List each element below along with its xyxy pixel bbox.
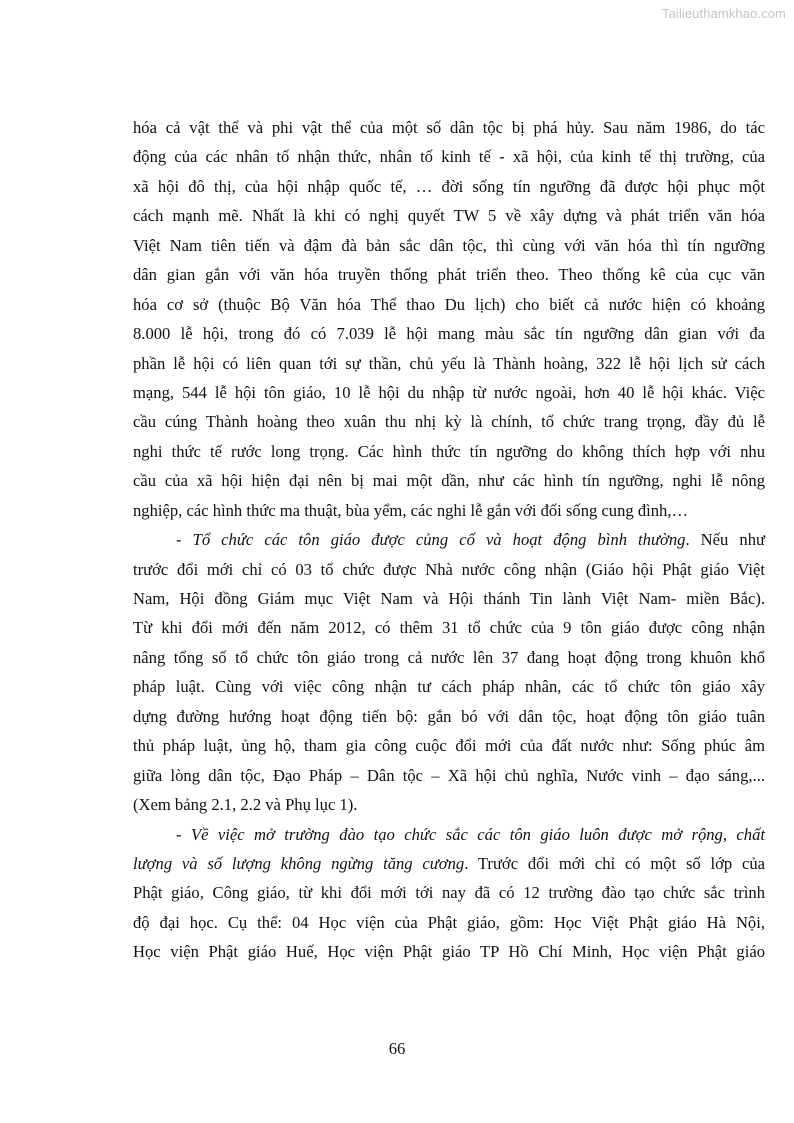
line-text: cách mạnh mẽ. Nhất là khi có nghị quyết TW 5 về xây dựng và phát triển văn hóa [133, 206, 765, 226]
text-line [133, 584, 765, 613]
line-text: dựng đường hướng hoạt động tiến bộ: gắn bó với dân tộc, hoạt động tôn giáo tuân [133, 706, 765, 726]
document-body [133, 113, 765, 967]
line-text: Từ khi đổi mới đến năm 2012, có thêm 31 tổ chức của 9 tôn giáo được công nhận [133, 618, 765, 638]
text-line [133, 407, 765, 436]
text-line [133, 937, 765, 966]
line-text: . Trước đổi mới chỉ có một số lớp của [464, 853, 765, 873]
line-text: giữa lòng dân tộc, Đạo Pháp – Dân tộc – Xã hội chủ nghĩa, Nước vinh – đạo sáng,... [133, 765, 765, 785]
line-text: (Xem bảng 2.1, 2.2 và Phụ lục 1). [133, 795, 358, 815]
section-heading-line [133, 820, 765, 849]
text-line [133, 643, 765, 672]
line-text: 8.000 lễ hội, trong đó có 7.039 lễ hội mang màu sắc tín ngưỡng dân gian với đa [133, 324, 765, 344]
text-line [133, 849, 765, 878]
line-text: độ đại học. Cụ thể: 04 Học viện của Phật giáo, gồm: Học Việt Phật giáo Hà Nội, [133, 912, 765, 932]
page-number: 66 [388, 1039, 406, 1058]
text-line [133, 378, 765, 407]
line-text: mạng, 544 lễ hội tôn giáo, 10 lễ hội du nhập từ nước ngoài, hơn 40 lễ hội khác. Việc [133, 382, 765, 402]
text-line [133, 555, 765, 584]
line-text: nghi thức tế rước long trọng. Các hình thức tín ngưỡng do không thích hợp với nhu [133, 441, 765, 461]
line-text: Nam, Hội đồng Giám mục Việt Nam và Hội thánh Tin lành Việt Nam- miền Bắc). [133, 589, 765, 608]
text-line [133, 790, 765, 819]
text-line [133, 142, 765, 171]
text-line [133, 761, 765, 790]
text-line [133, 260, 765, 289]
italic-heading: lượng và số lượng không ngừng tăng cương [133, 853, 465, 873]
line-text: thủ pháp luật, ủng hộ, tham gia công cuộc đổi mới của đất nước như: Sống phúc âm [133, 736, 765, 756]
watermark: Tailieuthamkhao.com [661, 6, 786, 21]
italic-heading: - Tổ chức các tôn giáo được củng cố và hoạt động bình thường [176, 530, 686, 550]
line-text: xã hội đô thị, của hội nhập quốc tế, … đời sống tín ngưỡng đã được hội phục một [133, 176, 765, 196]
line-text: Học viện Phật giáo Huế, Học viện Phật giáo TP Hồ Chí Minh, Học viện Phật giáo [133, 942, 765, 962]
text-line [133, 878, 765, 907]
line-text: pháp luật. Cùng với việc công nhận tư cách pháp nhân, các tổ chức tôn giáo xây [133, 677, 765, 697]
line-text: nghiệp, các hình thức ma thuật, bùa yểm, các nghi lễ gắn với đối sống cung đình,… [133, 500, 689, 520]
line-text: cầu của xã hội hiện đại nên bị mai một dần, như các hình tín ngưỡng, nghi lễ nông [133, 471, 765, 491]
text-line [133, 231, 765, 260]
text-line [133, 201, 765, 230]
text-line [133, 437, 765, 466]
text-line [133, 672, 765, 701]
line-text: Phật giáo, Công giáo, từ khi đổi mới tới nay đã có 12 trường đào tạo chức sắc trình [133, 883, 765, 903]
section-heading-line [133, 525, 765, 554]
text-line [133, 319, 765, 348]
text-line [133, 702, 765, 731]
text-line [133, 113, 765, 142]
italic-heading: - Về việc mở trường đào tạo chức sắc các tôn giáo luôn được mở rộng, chất [176, 824, 765, 844]
line-text: hóa cơ sở (thuộc Bộ Văn hóa Thể thao Du lịch) cho biết cả nước hiện có khoảng [133, 294, 765, 314]
line-text: cầu cúng Thành hoàng theo xuân thu nhị kỳ là chính, tổ chức trang trọng, đầy đủ lễ [133, 412, 765, 432]
text-line [133, 349, 765, 378]
text-line [133, 290, 765, 319]
text-line [133, 908, 765, 937]
text-line [133, 496, 765, 525]
text-line [133, 466, 765, 495]
line-text: trước đổi mới chỉ có 03 tổ chức được Nhà nước công nhận (Giáo hội Phật giáo Việt [133, 559, 765, 579]
text-line [133, 731, 765, 760]
line-text: dân gian gắn với văn hóa truyền thống phát triển theo. Theo thống kê của cục văn [133, 265, 765, 285]
line-text: hóa cả vật thể và phi vật thể của một số dân tộc bị phá hủy. Sau năm 1986, do tác [133, 118, 765, 137]
line-text: động của các nhân tố nhận thức, nhân tố kinh tế - xã hội, của kinh tế thị trường, của [133, 147, 765, 167]
line-text: phần lễ hội có liên quan tới sự thần, chủ yếu là Thành hoàng, 322 lễ hội lịch sử cách [133, 353, 765, 373]
text-line [133, 613, 765, 642]
text-line [133, 172, 765, 201]
line-text: nâng tổng số tổ chức tôn giáo trong cả nước lên 37 đang hoạt động trong khuôn khổ [133, 647, 765, 667]
line-text: . Nếu như [685, 530, 765, 550]
line-text: Việt Nam tiên tiến và đậm đà bản sắc dân tộc, thì cùng với văn hóa thì tín ngưỡng [133, 235, 765, 255]
